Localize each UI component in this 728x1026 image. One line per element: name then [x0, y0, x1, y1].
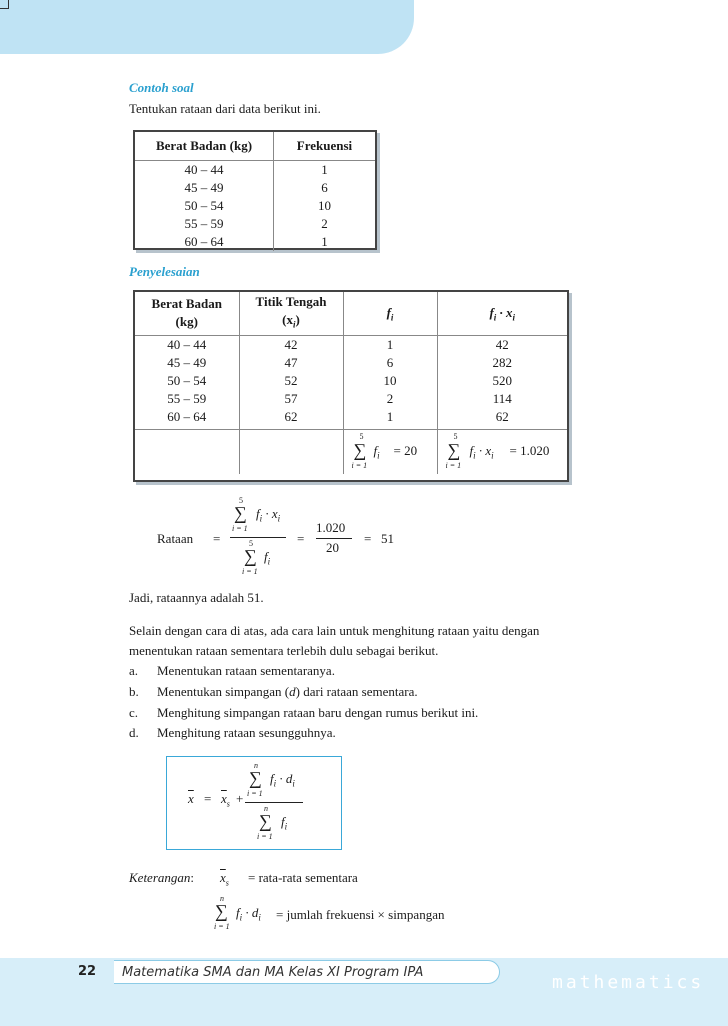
page-number: 22: [78, 964, 97, 979]
rataan-num-dot: · x: [262, 506, 278, 521]
rataan-result: 51: [381, 531, 394, 546]
table-row: [135, 408, 567, 430]
formula-den-lower: i = 1: [257, 832, 273, 841]
rataan-num-sub: i: [259, 513, 263, 524]
sigma-icon: ∑: [249, 768, 262, 788]
legend-label-text: Keterangan: [129, 870, 191, 885]
legend-item1-var: [220, 870, 229, 888]
formula-fraction-bar: [245, 802, 303, 803]
header-fi-sub: i: [390, 312, 394, 323]
sum-fi-lower: i = 1: [351, 461, 368, 471]
sum-fi-upper: 5: [359, 432, 364, 442]
formula-box: [166, 756, 342, 850]
table-row: [135, 160, 375, 179]
rataan-frac-den: 20: [326, 540, 339, 555]
weight-cell: 50 – 54: [135, 197, 274, 215]
method-intro-line1: Selain dengan cara di atas, ada cara lain untuk menghitung rataan yaitu dengan: [129, 623, 540, 638]
frequency-cell: 2: [321, 215, 328, 231]
example-header-frequency: Frekuensi: [296, 137, 353, 153]
sum-empty-cell: [135, 430, 239, 474]
rataan-num-lower: i = 1: [232, 524, 248, 533]
sum-row: [135, 430, 567, 474]
sum-fi-cell: [343, 430, 437, 474]
rataan-label: Rataan: [157, 531, 194, 546]
example-question: Tentukan rataan dari data berikut ini.: [129, 101, 321, 116]
formula-plus: +: [236, 791, 244, 806]
header-fixi: [437, 292, 567, 335]
legend-item2-upper: n: [220, 894, 224, 903]
header-fixi-var: f: [489, 304, 494, 320]
header-fi-var: f: [386, 304, 391, 320]
sum-fixi-result: = 1.020: [509, 443, 550, 459]
frequency-cell: 1: [321, 233, 328, 249]
header-midpoint-line2: (x: [282, 312, 293, 327]
rataan-den-term: [264, 549, 270, 567]
formula-den-sub: i: [284, 821, 288, 832]
footer-watermark: mathematics: [552, 972, 705, 993]
example-heading: Contoh soal: [129, 80, 194, 95]
step-marker: b.: [129, 684, 139, 699]
table-row: [135, 390, 567, 408]
weight-cell: 40 – 44: [135, 335, 239, 354]
fixi-cell: 114: [492, 390, 512, 406]
table-row: [135, 372, 567, 390]
step-text: Menentukan rataan sementaranya.: [157, 663, 335, 678]
rataan-num-term: [256, 506, 280, 524]
conclusion-text: Jadi, rataannya adalah 51.: [129, 590, 264, 605]
header-midpoint: [239, 292, 343, 335]
table-row: [135, 215, 375, 233]
formula-xs-var: $\overline{x}$: [221, 791, 227, 806]
sum-fixi-upper: 5: [453, 432, 458, 442]
solution-heading: Penyelesaian: [129, 264, 200, 279]
rataan-eq3: =: [364, 531, 372, 546]
legend-item2-dot: · d: [242, 905, 259, 920]
sum-fi-var: f: [373, 443, 378, 459]
header-weight: [135, 292, 239, 335]
solution-table-grid: [135, 292, 567, 474]
midpoint-cell: 57: [239, 390, 343, 408]
example-table-grid: [135, 132, 375, 251]
rataan-num-var: f: [256, 506, 260, 521]
header-weight-line1: Berat Badan: [151, 296, 222, 312]
fixi-cell: 42: [495, 336, 509, 352]
formula-num-term: [270, 771, 295, 789]
sum-fi-result: = 20: [393, 443, 418, 459]
formula-eq: =: [204, 791, 212, 806]
step-marker: d.: [129, 725, 139, 740]
sum-fixi-cell: [437, 430, 567, 474]
step-text: Menghitung rataan sesungguhnya.: [157, 725, 336, 740]
sigma-icon: ∑: [215, 901, 228, 921]
legend-item2-sub2: i: [258, 912, 261, 923]
legend-item1-text: = rata-rata sementara: [248, 870, 358, 885]
weight-cell: 60 – 64: [135, 233, 274, 251]
step-var: d: [289, 684, 296, 699]
rataan-equation: [0, 494, 728, 584]
fixi-cell: 520: [492, 372, 512, 388]
sum-fixi-lower: i = 1: [445, 461, 462, 471]
fi-cell: 10: [343, 372, 437, 390]
formula-num-upper: n: [254, 761, 258, 770]
example-header-weight: Berat Badan (kg): [135, 132, 274, 160]
fi-cell: 2: [343, 390, 437, 408]
sum-fixi-term: [470, 443, 494, 461]
table-row: [135, 335, 567, 354]
rataan-den-sub: i: [267, 556, 271, 567]
rataan-eq2: =: [297, 531, 305, 546]
legend-xs-var: $\overline{x}$: [220, 870, 226, 885]
weight-cell: 40 – 44: [135, 160, 274, 179]
table-row: [135, 197, 375, 215]
sigma-icon: ∑: [353, 440, 367, 461]
fi-cell: 1: [343, 408, 437, 430]
weight-cell: 50 – 54: [135, 372, 239, 390]
formula-xs-sub: s: [226, 799, 230, 809]
example-table: [133, 130, 377, 250]
formula-num-lower: i = 1: [247, 789, 263, 798]
formula-lhs: $\overline{x}$: [188, 791, 194, 806]
rataan-frac-num: 1.020: [316, 520, 346, 535]
midpoint-cell: 47: [239, 354, 343, 372]
frequency-cell: 10: [318, 197, 331, 213]
sigma-icon: ∑: [234, 503, 247, 523]
midpoint-cell: 42: [239, 335, 343, 354]
formula-den-term: [281, 814, 287, 832]
rataan-den-var: f: [264, 549, 268, 564]
header-fi: [343, 292, 437, 335]
rataan-eq1: =: [213, 531, 221, 546]
step-text: Menghitung simpangan rataan baru dengan rumus berikut ini.: [157, 705, 479, 720]
header-midpoint-line1: Titik Tengah: [255, 294, 327, 309]
header-fixi-sub: i: [493, 312, 497, 323]
formula-num-var: f: [270, 771, 274, 786]
fixi-cell: 282: [492, 354, 512, 370]
sum-empty-cell: [239, 430, 343, 474]
solution-table: [133, 290, 569, 482]
legend-item2-term: [236, 905, 261, 923]
header-midpoint-close: ): [295, 312, 300, 327]
fi-cell: 1: [343, 335, 437, 354]
step-text-after: ) dari rataan sementara.: [295, 684, 418, 699]
step-marker: a.: [129, 663, 139, 678]
sum-fixi-sub2: i: [491, 450, 494, 461]
crop-mark: [0, 0, 9, 9]
midpoint-cell: 52: [239, 372, 343, 390]
header-fixi-mid: · x: [496, 304, 513, 320]
header-midpoint-sub: i: [292, 319, 296, 330]
legend-colon: :: [190, 870, 195, 885]
rataan-den-lower: i = 1: [242, 567, 258, 576]
formula-den-upper: n: [264, 804, 268, 813]
table-row: [135, 233, 375, 251]
fi-cell: 6: [343, 354, 437, 372]
step-text-before: Menentukan simpangan (: [157, 684, 290, 699]
legend-item2-text: = jumlah frekuensi × simpangan: [276, 907, 445, 922]
weight-cell: 45 – 49: [135, 354, 239, 372]
formula-num-dot: · d: [276, 771, 293, 786]
weight-cell: 55 – 59: [135, 215, 274, 233]
weight-cell: 45 – 49: [135, 179, 274, 197]
rataan-num-upper: 5: [239, 496, 243, 505]
sigma-icon: ∑: [447, 440, 461, 461]
sum-fixi-sub: i: [473, 450, 476, 461]
method-intro-line2: menentukan rataan sementara terlebih dulu sebagai berikut.: [129, 643, 439, 658]
step-marker: c.: [129, 705, 139, 720]
sigma-icon: ∑: [244, 546, 257, 566]
rataan-fraction-bar: [230, 537, 286, 538]
legend-item2-lower: i = 1: [214, 922, 230, 931]
fixi-cell: 62: [495, 408, 509, 424]
frequency-cell: 1: [321, 161, 328, 177]
rataan-num-sub2: i: [277, 513, 281, 524]
formula-num-sub: i: [273, 778, 277, 789]
rataan-den-upper: 5: [249, 539, 253, 548]
legend-xs-sub: s: [225, 878, 229, 888]
sum-fixi-dot: · x: [475, 443, 492, 459]
step-text: [157, 682, 418, 702]
sigma-icon: ∑: [259, 811, 272, 831]
table-row: [135, 354, 567, 372]
table-row: [135, 179, 375, 197]
weight-cell: 55 – 59: [135, 390, 239, 408]
header-fixi-sub2: i: [512, 312, 516, 323]
legend-item2-var: f: [236, 905, 240, 920]
formula-den-var: f: [281, 814, 285, 829]
footer-book-title: Matematika SMA dan MA Kelas XI Program IPA: [114, 960, 500, 984]
formula-xs: [221, 791, 230, 809]
midpoint-cell: 62: [239, 408, 343, 430]
sum-fixi-var: f: [469, 443, 474, 459]
top-header-band: [0, 0, 414, 54]
legend-label: [129, 868, 194, 888]
sum-fi-term: [374, 443, 380, 461]
header-weight-line2: (kg): [175, 314, 198, 330]
legend-item2-sub: i: [239, 912, 243, 923]
sum-fi-sub: i: [377, 450, 380, 461]
frequency-cell: 6: [321, 179, 328, 195]
formula-num-sub2: i: [292, 778, 295, 789]
weight-cell: 60 – 64: [135, 408, 239, 430]
